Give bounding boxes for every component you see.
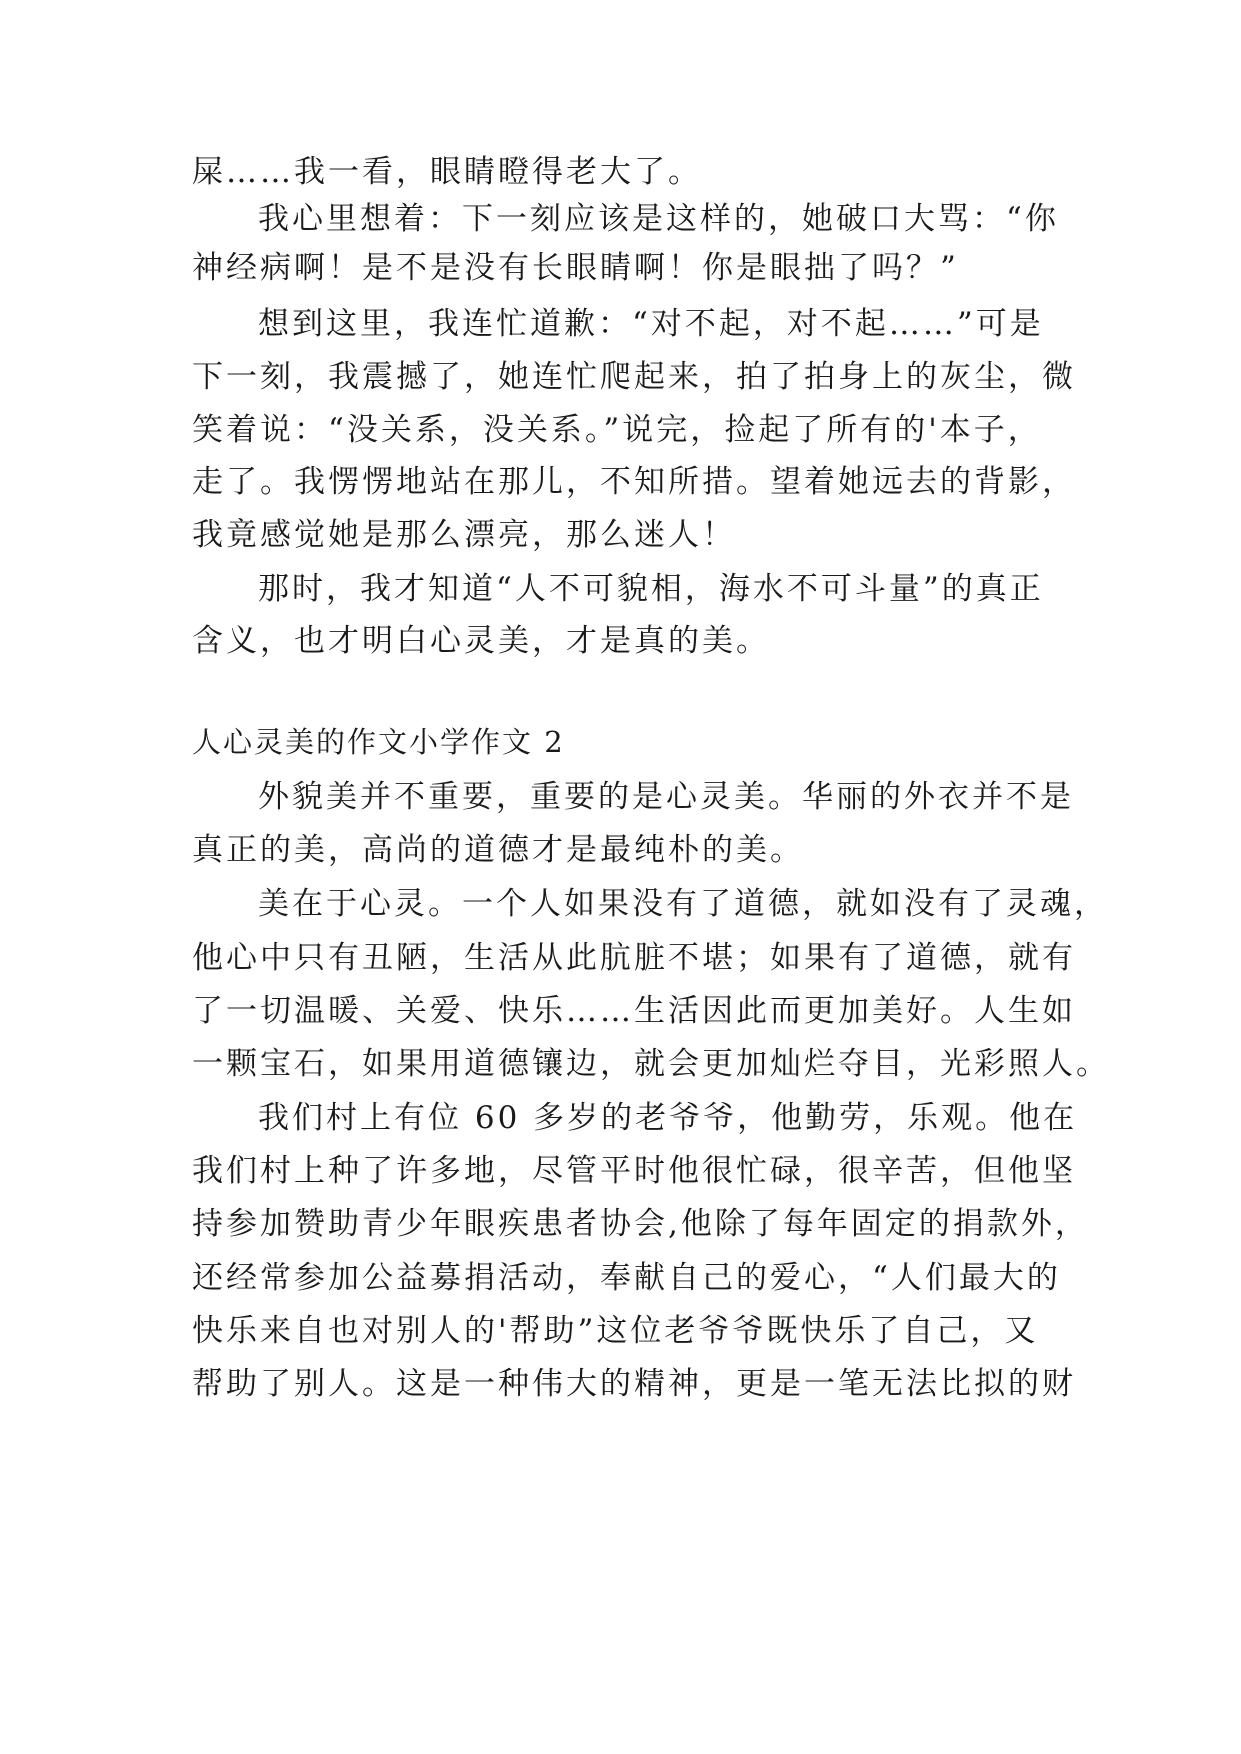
- paragraph-line: 还经常参加公益募捐活动，奉献自己的爱心，“人们最大的: [192, 1260, 1061, 1296]
- paragraph-line: 走了。我愣愣地站在那儿，不知所措。望着她远去的背影，: [192, 464, 1076, 500]
- paragraph-line: 持参加赞助青少年眼疾患者协会,他除了每年固定的捐款外，: [192, 1206, 1089, 1242]
- paragraph-line: 帮助了别人。这是一种伟大的精神，更是一笔无法比拟的财: [192, 1366, 1076, 1402]
- paragraph-line: 美在于心灵。一个人如果没有了道德，就如没有了灵魂，: [258, 886, 1108, 922]
- paragraph-line: 我竟感觉她是那么漂亮，那么迷人！: [192, 517, 736, 553]
- paragraph-line: 屎……我一看，眼睛瞪得老大了。: [192, 154, 702, 190]
- paragraph-line: 真正的美，高尚的道德才是最纯朴的美。: [192, 832, 804, 868]
- paragraph-line: 外貌美并不重要，重要的是心灵美。华丽的外衣并不是: [258, 779, 1074, 815]
- paragraph-line: 他心中只有丑陋，生活从此肮脏不堪；如果有了道德，就有: [192, 940, 1076, 976]
- paragraph-line: 想到这里，我连忙道歉：“对不起，对不起……”可是: [258, 306, 1044, 342]
- section-title: 人心灵美的作文小学作文 2: [192, 725, 565, 759]
- paragraph-line: 我心里想着：下一刻应该是这样的，她破口大骂：“你: [258, 201, 1059, 237]
- paragraph-line: 一颗宝石，如果用道德镶边，就会更加灿烂夺目，光彩照人。: [192, 1046, 1110, 1082]
- paragraph-line: 笑着说：“没关系，没关系。”说完，捡起了所有的'本子，: [192, 412, 1042, 448]
- paragraph-line: 那时，我才知道“人不可貌相，海水不可斗量”的真正: [258, 571, 1044, 607]
- paragraph-line: 含义，也才明白心灵美，才是真的美。: [192, 623, 770, 659]
- paragraph-line: 了一切温暖、关爱、快乐……生活因此而更加美好。人生如: [192, 993, 1076, 1029]
- paragraph-line: 神经病啊！是不是没有长眼睛啊！你是眼拙了吗？”: [192, 250, 959, 286]
- paragraph-line: 快乐来自也对别人的'帮助”这位老爷爷既快乐了自己，又: [192, 1313, 1039, 1349]
- paragraph-line: 我们村上种了许多地，尽管平时他很忙碌，很辛苦，但他坚: [192, 1153, 1076, 1189]
- paragraph-line: 下一刻，我震撼了，她连忙爬起来，拍了拍身上的灰尘，微: [192, 359, 1076, 395]
- paragraph-line: 我们村上有位 60 多岁的老爷爷，他勤劳，乐观。他在: [258, 1100, 1078, 1136]
